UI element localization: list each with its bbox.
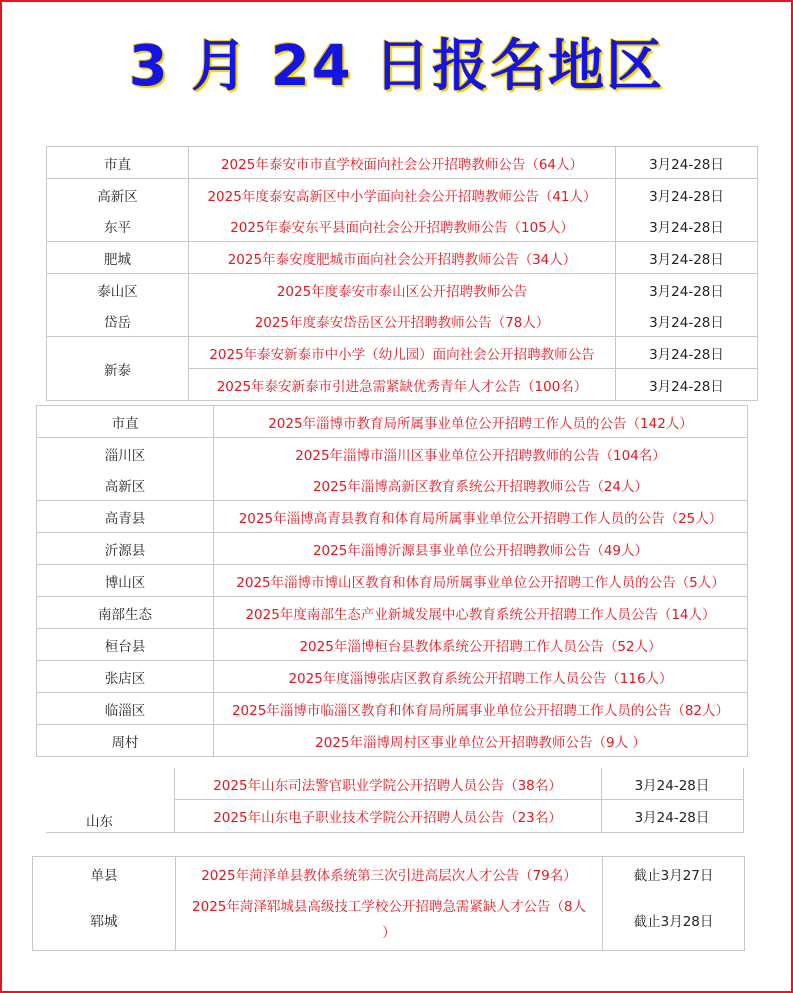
notice-link[interactable]: 2025年山东司法警官职业学院公开招聘人员公告（38名） <box>174 768 601 800</box>
notice-line-2: ） <box>382 925 396 941</box>
date-cell: 3月24-28日 <box>601 800 743 833</box>
notice-link[interactable]: 2025年菏泽单县教体系统第三次引进高层次人才公告（79名） <box>176 857 603 891</box>
region-cell: 张店区 <box>37 661 214 693</box>
region-cell: 淄川区 <box>37 438 214 470</box>
region-cell: 博山区 <box>37 565 214 597</box>
notice-link[interactable]: 2025年泰安新泰市引进急需紧缺优秀青年人才公告（100名） <box>189 369 616 401</box>
region-cell: 高青县 <box>37 501 214 533</box>
region-cell: 桓台县 <box>37 629 214 661</box>
region-cell: 市直 <box>37 406 214 438</box>
notice-link[interactable]: 2025年度南部生态产业新城发展中心教育系统公开招聘工作人员公告（14人） <box>214 597 748 629</box>
region-cell: 单县 <box>33 857 176 891</box>
date-cell: 3月24-28日 <box>601 768 743 800</box>
taian-table <box>46 146 758 401</box>
notice-link[interactable]: 2025年泰安新泰市中小学（幼儿园）面向社会公开招聘教师公告 <box>189 337 616 369</box>
notice-link[interactable]: 2025年泰安市市直学校面向社会公开招聘教师公告（64人） <box>189 147 616 179</box>
notice-link[interactable]: 2025年度泰安市泰山区公开招聘教师公告 <box>189 274 616 306</box>
notice-link[interactable]: 2025年度泰安高新区中小学面向社会公开招聘教师公告（41人） <box>189 179 616 211</box>
notice-link[interactable] <box>176 890 603 951</box>
notice-link[interactable]: 2025年淄博市教育局所属事业单位公开招聘工作人员的公告（142人） <box>214 406 748 438</box>
notice-link[interactable]: 2025年度泰安岱岳区公开招聘教师公告（78人） <box>189 305 616 337</box>
notice-link[interactable]: 2025年泰安东平县面向社会公开招聘教师公告（105人） <box>189 210 616 242</box>
table-row <box>47 210 758 242</box>
date-cell: 3月24-28日 <box>616 242 758 274</box>
notice-link[interactable]: 2025年泰安度肥城市面向社会公开招聘教师公告（34人） <box>189 242 616 274</box>
date-cell: 3月24-28日 <box>616 179 758 211</box>
date-cell: 3月24-28日 <box>616 305 758 337</box>
table-row <box>37 597 748 629</box>
notice-link[interactable]: 2025年山东电子职业技术学院公开招聘人员公告（23名） <box>174 800 601 833</box>
region-cell: 高新区 <box>37 469 214 501</box>
table-row <box>47 147 758 179</box>
region-cell: 南部生态 <box>37 597 214 629</box>
table-row <box>37 725 748 757</box>
region-cell: 临淄区 <box>37 693 214 725</box>
notice-link[interactable]: 2025年淄博周村区事业单位公开招聘教师公告（9人 ） <box>214 725 748 757</box>
notice-link[interactable]: 2025年淄博市临淄区教育和体育局所属事业单位公开招聘工作人员的公告（82人） <box>214 693 748 725</box>
region-cell: 新泰 <box>47 337 189 401</box>
heze-table <box>32 856 745 951</box>
date-cell: 3月24-28日 <box>616 369 758 401</box>
date-cell: 3月24-28日 <box>616 147 758 179</box>
date-cell: 截止3月27日 <box>603 857 745 891</box>
region-cell: 沂源县 <box>37 533 214 565</box>
region-cell: 东平 <box>47 210 189 242</box>
date-cell: 3月24-28日 <box>616 210 758 242</box>
table-row <box>37 469 748 501</box>
table-row <box>47 337 758 369</box>
region-cell: 郓城 <box>33 890 176 951</box>
table-row <box>46 768 743 800</box>
region-cell: 高新区 <box>47 179 189 211</box>
notice-link[interactable]: 2025年淄博高青县教育和体育局所属事业单位公开招聘工作人员的公告（25人） <box>214 501 748 533</box>
table-row <box>33 890 745 951</box>
notice-line-1: 2025年菏泽郓城县高级技工学校公开招聘急需紧缺人才公告（8人 <box>192 899 586 915</box>
table-row <box>37 661 748 693</box>
region-cell: 泰山区 <box>47 274 189 306</box>
page-title: 3 月 24 日报名地区 <box>128 34 665 99</box>
date-cell: 截止3月28日 <box>603 890 745 951</box>
notice-link[interactable]: 2025年度淄博张店区教育系统公开招聘工作人员公告（116人） <box>214 661 748 693</box>
region-cell: 岱岳 <box>47 305 189 337</box>
table-row <box>47 179 758 211</box>
region-cell: 肥城 <box>47 242 189 274</box>
table-row <box>47 242 758 274</box>
notice-link[interactable]: 2025年淄博高新区教育系统公开招聘教师公告（24人） <box>214 469 748 501</box>
table-row <box>37 406 748 438</box>
region-cell: 周村 <box>37 725 214 757</box>
notice-link[interactable]: 2025年淄博市淄川区事业单位公开招聘教师的公告（104名） <box>214 438 748 470</box>
notice-link[interactable]: 2025年淄博市博山区教育和体育局所属事业单位公开招聘工作人员的公告（5人） <box>214 565 748 597</box>
table-row <box>33 857 745 891</box>
shandong-table <box>46 768 744 833</box>
region-cell: 山东 <box>46 768 174 833</box>
table-row <box>37 533 748 565</box>
notice-link[interactable]: 2025年淄博桓台县教体系统公开招聘工作人员公告（52人） <box>214 629 748 661</box>
table-row <box>37 693 748 725</box>
table-row <box>37 438 748 470</box>
zibo-table <box>36 405 748 757</box>
table-row <box>37 501 748 533</box>
notice-link[interactable]: 2025年淄博沂源县事业单位公开招聘教师公告（49人） <box>214 533 748 565</box>
table-row <box>47 305 758 337</box>
date-cell: 3月24-28日 <box>616 274 758 306</box>
table-row <box>47 274 758 306</box>
table-row <box>37 629 748 661</box>
date-cell: 3月24-28日 <box>616 337 758 369</box>
region-cell: 市直 <box>47 147 189 179</box>
table-row <box>37 565 748 597</box>
